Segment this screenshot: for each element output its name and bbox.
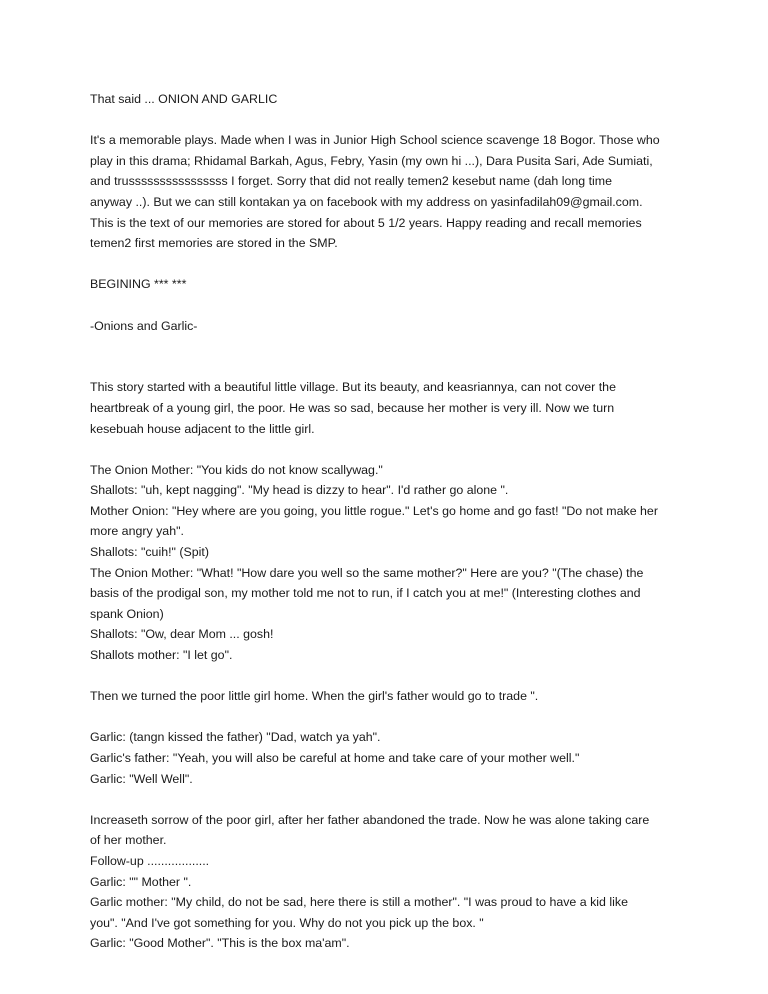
text-line: Garlic: (tangn kissed the father) "Dad, watch ya yah". [90, 730, 381, 745]
text-line: anyway ..). But we can still kontakan ya on facebook with my address on yasinfadilah09@gmail.com. [90, 194, 643, 209]
text-line: Follow-up .................. [90, 853, 210, 868]
document-page [90, 89, 710, 975]
text-line: more angry yah". [90, 524, 184, 539]
text-line: Shallots: "uh, kept nagging". "My head is dizzy to hear". I'd rather go alone ". [90, 483, 509, 498]
text-line: heartbreak of a young girl, the poor. He was so sad, because her mother is very ill. Now we turn [90, 400, 615, 415]
section-heading-beginning [90, 274, 710, 295]
text-line: Shallots mother: "I let go". [90, 648, 233, 663]
text-line: The Onion Mother: "What! "How dare you well so the same mother?" Here are you? "(The chase) the [90, 565, 644, 580]
text-line: Garlic: "Well Well". [90, 771, 193, 786]
text-line: kesebuah house adjacent to the little girl. [90, 421, 315, 436]
text-line: of her mother. [90, 833, 167, 848]
document-title [90, 89, 710, 110]
text-line: BEGINING *** *** [90, 277, 187, 292]
story-paragraph [90, 377, 710, 439]
dialogue-block [90, 727, 710, 789]
text-line: It's a memorable plays. Made when I was in Junior High School science scavenge 18 Bogor. Those who [90, 133, 660, 148]
text-line: This is the text of our memories are stored for about 5 1/2 years. Happy reading and recall memories [90, 215, 642, 230]
text-line: Garlic's father: "Yeah, you will also be careful at home and take care of your mother well." [90, 751, 580, 765]
dialogue-block [90, 810, 710, 954]
text-line: The Onion Mother: "You kids do not know scallywag." [90, 462, 383, 477]
story-paragraph [90, 686, 710, 707]
text-line: Shallots: "cuih!" (Spit) [90, 545, 209, 560]
text-line: Garlic mother: "My child, do not be sad, here there is still a mother". "I was proud to have a kid like [90, 895, 628, 910]
text-line: Increaseth sorrow of the poor girl, after her father abandoned the trade. Now he was alone taking care [90, 812, 650, 827]
text-line: spank Onion) [90, 606, 164, 621]
play-title [90, 316, 710, 337]
text-line: Garlic: "Good Mother". "This is the box ma'am". [90, 936, 350, 951]
text-line: That said ... ONION AND GARLIC [90, 92, 278, 106]
text-line: This story started with a beautiful little village. But its beauty, and keasriannya, can not cover the [90, 380, 616, 395]
text-line: basis of the prodigal son, my mother told me not to run, if I catch you at me!" (Interesting clothes and [90, 586, 641, 601]
text-line: Then we turned the poor little girl home. When the girl's father would go to trade ". [90, 689, 539, 704]
text-line: Mother Onion: "Hey where are you going, you little rogue." Let's go home and go fast! "Do not make her [90, 503, 658, 518]
text-line: you". "And I've got something for you. Why do not you pick up the box. " [90, 915, 484, 930]
text-line: Garlic: "" Mother ". [90, 874, 192, 889]
text-line: temen2 first memories are stored in the SMP. [90, 236, 338, 251]
text-line: Shallots: "Ow, dear Mom ... gosh! [90, 627, 274, 642]
intro-paragraph [90, 130, 710, 254]
text-line: -Onions and Garlic- [90, 318, 198, 333]
text-line: and trussssssssssssssss I forget. Sorry that did not really temen2 kesebut name (dah long time [90, 174, 613, 189]
dialogue-block [90, 460, 710, 666]
text-line: play in this drama; Rhidamal Barkah, Agus, Febry, Yasin (my own hi ...), Dara Pusita Sari, Ade Sumiati, [90, 153, 653, 168]
